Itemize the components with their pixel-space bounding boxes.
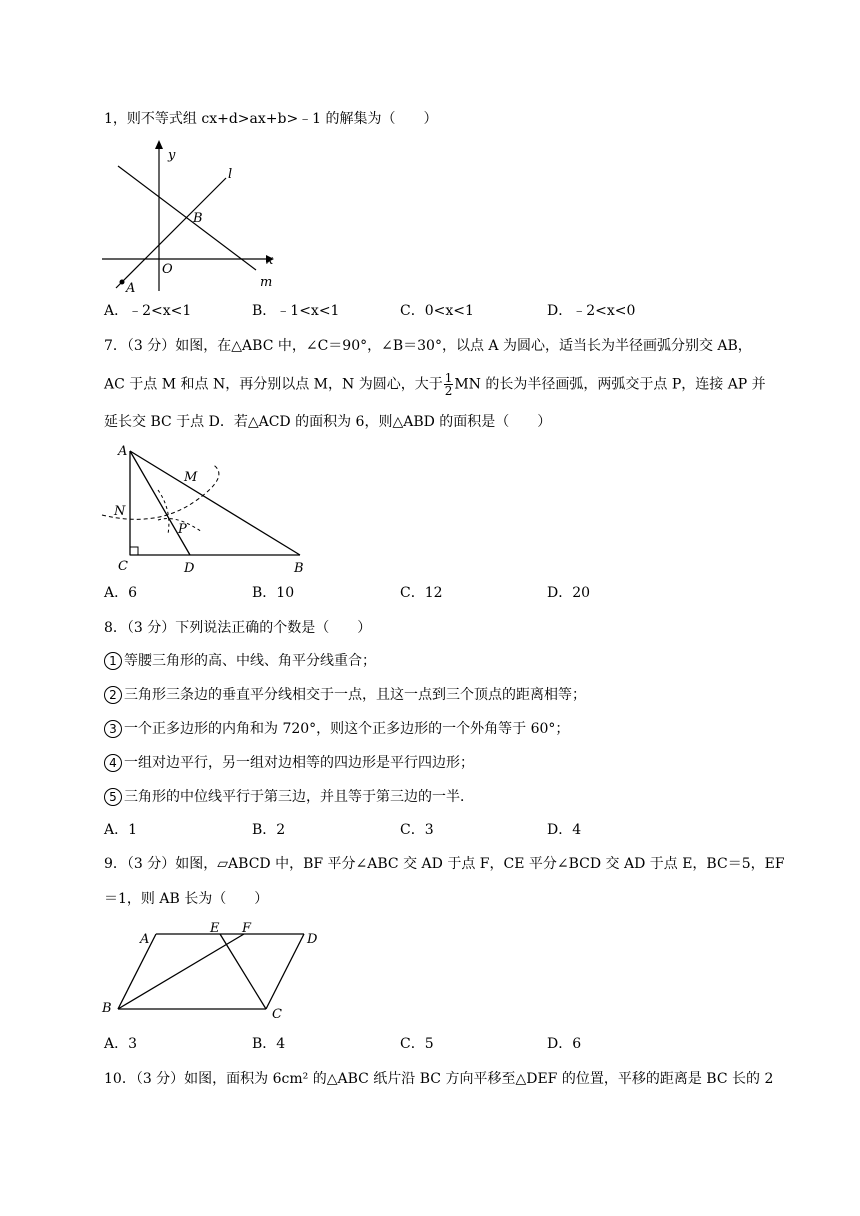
- q9-option-a[interactable]: A．3: [104, 1036, 138, 1052]
- q7-line3: 延长交 BC 于点 D．若△ACD 的面积为 6，则△ABD 的面积是（ ）: [104, 414, 552, 430]
- circled-number-5: 5: [104, 788, 122, 806]
- circled-number-1: 1: [104, 652, 122, 670]
- q9-option-b[interactable]: B．4: [252, 1036, 286, 1052]
- side-dc: [266, 934, 304, 1009]
- label-a: A: [118, 444, 128, 459]
- circled-number-4: 4: [104, 754, 122, 772]
- label-a: A: [126, 281, 136, 296]
- q8-option-a[interactable]: A．1: [104, 822, 138, 838]
- q8-item-3-text: 一个正多边形的内角和为 720°，则这个正多边形的一个外角等于 60°；: [124, 721, 570, 737]
- fraction-numerator: 1: [444, 371, 453, 385]
- label-e: E: [210, 921, 220, 936]
- label-o: O: [162, 262, 173, 277]
- q9-figure: [96, 918, 326, 1022]
- label-p: P: [178, 522, 187, 537]
- fraction-denominator: 2: [444, 384, 453, 398]
- q8-option-b[interactable]: B．2: [252, 822, 286, 838]
- q6-option-c[interactable]: C．0<x<1: [400, 303, 474, 319]
- q8-item-1: [104, 650, 376, 672]
- label-m: M: [184, 470, 198, 485]
- circled-number-3: 3: [104, 720, 122, 738]
- q7-option-c[interactable]: C．12: [400, 585, 443, 601]
- label-d: D: [307, 932, 318, 947]
- q9-option-c[interactable]: C．5: [400, 1036, 434, 1052]
- q8-item-4: [104, 752, 474, 774]
- q7-option-a[interactable]: A．6: [104, 585, 138, 601]
- q10-line1: 10．（3 分）如图，面积为 6cm² 的△ABC 纸片沿 BC 方向平移至△DEF 的位置，平移的距离是 BC 长的 2: [104, 1071, 774, 1087]
- q7-option-d[interactable]: D．20: [547, 585, 591, 601]
- label-x: x: [266, 253, 274, 268]
- label-l: l: [228, 167, 233, 182]
- q9-line2: ＝1，则 AB 长为（ ）: [104, 891, 269, 907]
- q7-line2b: MN 的长为半径画弧，两弧交于点 P，连接 AP 并: [454, 376, 766, 393]
- q8-stem: 8．（3 分）下列说法正确的个数是（ ）: [104, 620, 372, 636]
- q9-line1: 9．（3 分）如图，▱ABCD 中，BF 平分∠ABC 交 AD 于点 F，CE 平分∠BCD 交 AD 于点 E，BC＝5，EF: [104, 856, 785, 872]
- arc-from-m: [158, 490, 169, 534]
- q7-option-b[interactable]: B．10: [252, 585, 295, 601]
- q8-item-3: [104, 718, 569, 740]
- point-a: [120, 280, 125, 285]
- label-y: y: [168, 148, 176, 163]
- label-f: F: [242, 921, 252, 936]
- label-b: B: [193, 211, 203, 226]
- label-b: B: [102, 1001, 112, 1016]
- q7-figure: [96, 436, 316, 584]
- q6-option-b[interactable]: B．﹣1<x<1: [252, 303, 340, 319]
- line-m: [118, 166, 256, 270]
- label-a: A: [140, 932, 150, 947]
- segment-ce: [220, 934, 266, 1009]
- label-c: C: [272, 1007, 282, 1022]
- q9-option-d[interactable]: D．6: [547, 1036, 582, 1052]
- q7-line1: 7．（3 分）如图，在△ABC 中，∠C＝90°，∠B＝30°，以点 A 为圆心，适当长为半径画弧分别交 AB，: [104, 338, 752, 354]
- q7-fraction: [444, 372, 454, 397]
- q6-option-a[interactable]: A．﹣2<x<1: [104, 303, 192, 319]
- q8-item-4-text: 一组对边平行，另一组对边相等的四边形是平行四边形；: [124, 755, 474, 771]
- right-angle-mark: [130, 547, 138, 555]
- q6-stem: 1，则不等式组 cx+d>ax+b>﹣1 的解集为（ ）: [104, 111, 438, 127]
- q8-item-5: [104, 786, 474, 808]
- q8-item-5-text: 三角形的中位线平行于第三边，并且等于第三边的一半．: [124, 789, 474, 805]
- label-m: m: [260, 275, 273, 290]
- label-d: D: [184, 561, 195, 576]
- q8-item-2: [104, 684, 586, 706]
- label-n: N: [114, 504, 126, 519]
- q8-item-1-text: 等腰三角形的高、中线、角平分线重合；: [124, 653, 376, 669]
- q6-option-d[interactable]: D．﹣2<x<0: [547, 303, 636, 319]
- q8-option-c[interactable]: C．3: [400, 822, 434, 838]
- segment-ad: [130, 451, 190, 555]
- q6-figure: [96, 136, 281, 296]
- q7-line2: [104, 372, 766, 397]
- label-c: C: [118, 559, 128, 574]
- q8-item-2-text: 三角形三条边的垂直平分线相交于一点，且这一点到三个顶点的距离相等；: [124, 687, 586, 703]
- label-b: B: [294, 561, 304, 576]
- y-axis-arrow: [155, 140, 163, 149]
- q8-option-d[interactable]: D．4: [547, 822, 582, 838]
- circled-number-2: 2: [104, 686, 122, 704]
- q7-line2a: AC 于点 M 和点 N，再分别以点 M，N 为圆心，大于: [104, 376, 443, 393]
